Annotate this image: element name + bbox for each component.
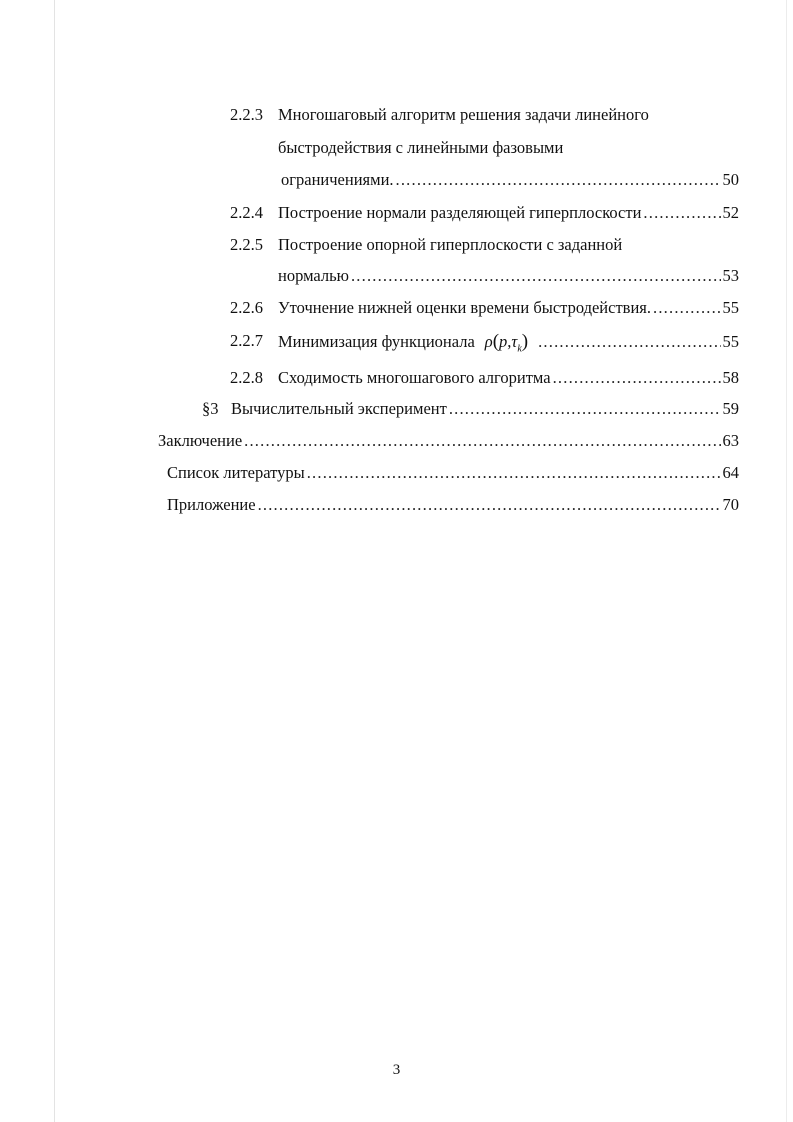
toc-page: 63 [722, 431, 739, 450]
toc-number: 2.2.3 [230, 105, 263, 124]
toc-page: 59 [722, 399, 739, 418]
toc-page: 55 [722, 298, 739, 317]
toc-entry-2-2-6[interactable] [0, 298, 793, 322]
toc-title: Заключение [158, 431, 243, 450]
toc-leader-line [281, 170, 739, 190]
scan-edge-left [54, 0, 55, 1122]
toc-leader-line [167, 463, 739, 483]
dot-leader [553, 368, 721, 388]
toc-entry-2-2-3-cont [0, 138, 793, 162]
dot-leader [449, 399, 721, 419]
toc-title: Построение нормали разделяющей гиперплоскости [278, 203, 642, 222]
toc-title-line: быстродействия с линейными фазовыми [278, 138, 564, 157]
toc-entry-2-2-3-end[interactable] [0, 170, 793, 194]
toc-page: 70 [722, 495, 739, 514]
dot-leader [396, 170, 721, 190]
toc-leader-line [278, 368, 739, 388]
toc-title: Минимизация функционала [278, 332, 475, 351]
dot-leader [351, 266, 721, 286]
toc-entry-2-2-3[interactable] [0, 105, 793, 129]
toc-leader-line [167, 495, 739, 515]
toc-title-line: нормалью [278, 266, 349, 285]
toc-number: 2.2.8 [230, 368, 263, 387]
toc-title: Уточнение нижней оценки времени быстродействия. [278, 298, 652, 317]
dot-leader [244, 431, 720, 451]
toc-number: 2.2.5 [230, 235, 263, 254]
toc-leader-line [278, 203, 739, 223]
toc-number: 2.2.7 [230, 331, 263, 350]
toc-page: 58 [722, 368, 739, 387]
toc-page: 64 [722, 463, 739, 482]
formula-comma: , [507, 332, 512, 351]
toc-number: §3 [202, 399, 219, 418]
toc-entry-references[interactable] [0, 463, 793, 487]
toc-entry-s3[interactable] [0, 399, 793, 423]
formula-rho: ρ [484, 332, 493, 351]
toc-title: Список литературы [167, 463, 305, 482]
toc-entry-2-2-5[interactable] [0, 235, 793, 259]
toc-number: 2.2.6 [230, 298, 263, 317]
toc-title: Приложение [167, 495, 256, 514]
toc-page: 52 [722, 203, 739, 222]
toc-entry-2-2-4[interactable] [0, 203, 793, 227]
toc-leader-line [158, 431, 739, 451]
page-number: 3 [392, 1062, 401, 1078]
toc-entry-2-2-5-end[interactable] [0, 266, 793, 290]
formula-tau: τ [511, 332, 518, 351]
toc-page: 55 [722, 332, 739, 351]
formula-subscript: k [517, 343, 522, 355]
toc-page: 50 [722, 170, 739, 189]
toc-entry-appendix[interactable] [0, 495, 793, 519]
formula-p: p [499, 332, 508, 351]
toc-leader-line [231, 399, 739, 419]
dot-leader [307, 463, 721, 483]
dot-leader [643, 203, 720, 223]
toc-entry-conclusion[interactable] [0, 431, 793, 455]
scan-edge-right [786, 0, 787, 1122]
dot-leader [258, 495, 721, 515]
formula-rho-p-tau: $\rho(p,\tau_k)$ [484, 331, 529, 355]
dot-leader [538, 332, 720, 352]
toc-entry-2-2-8[interactable] [0, 368, 793, 392]
toc-page: 53 [722, 266, 739, 285]
toc-title: Вычислительный эксперимент [231, 399, 447, 418]
toc-number: 2.2.4 [230, 203, 263, 222]
toc-title-line: ограничениями. [281, 170, 394, 189]
toc-leader-line [278, 298, 739, 318]
toc-leader-line [278, 266, 739, 286]
toc-title-line: Построение опорной гиперплоскости с заданной [278, 235, 623, 254]
toc-title-line: Многошаговый алгоритм решения задачи линейного [278, 105, 649, 124]
toc-entry-2-2-7[interactable] [0, 331, 793, 355]
dot-leader [653, 298, 720, 318]
toc-title: Сходимость многошагового алгоритма [278, 368, 551, 387]
toc-leader-line [278, 331, 739, 354]
